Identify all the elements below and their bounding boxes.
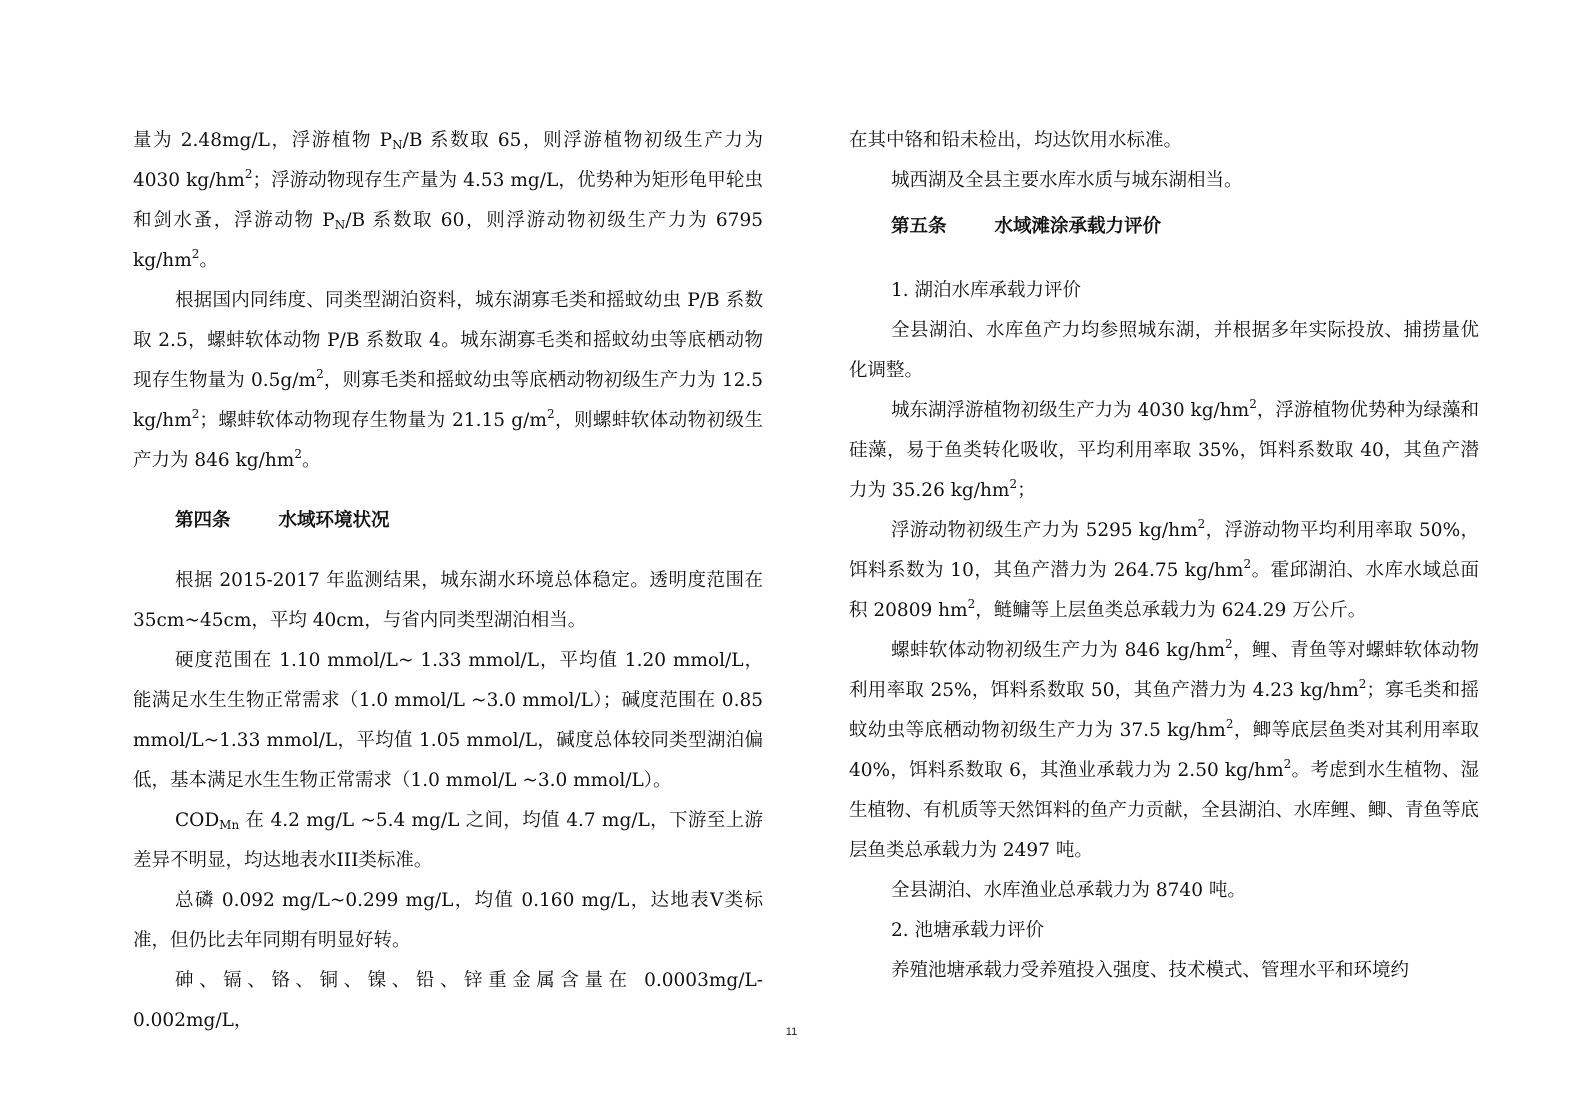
- paragraph-plankton-productivity: 量为 2.48mg/L，浮游植物 $P_N/B$ 系数取 65，则浮游植物初级生产力为 4030 $kg/hm^2$；浮游动物现存生产量为 4.53 mg/L，优势种为矩形龟甲轮虫和剑水蚤，浮游动物 $P_N/B$ 系数取 60，则浮游动物初级生产力为 6795 $kg/hm^2$。: [133, 130, 763, 271]
- section-number: 第五条: [891, 216, 947, 237]
- paragraph-chengxi-lake: 城西湖及全县主要水库水质与城东湖相当。: [891, 170, 1243, 191]
- paragraph-heavy-metals: 砷、镉、铬、铜、镍、铅、锌重金属含量在 0.0003mg/L- 0.002mg/L，: [133, 970, 763, 1031]
- section-number: 第四条: [175, 510, 231, 531]
- paragraph-hardness-alkalinity: 硬度范围在 1.10 mmol/L~ 1.33 mmol/L，平均值 1.20 mmol/L，能满足水生生物正常需求（1.0 mmol/L ~3.0 mmol/L）；碱度范围在 0.85 mmol/L~1.33 mmol/L，平均值 1.05 mmol/L，碱度总体较同类型湖泊偏低，基本满足水生生物正常需求（1.0 mmol/L ~3.0 mmol/L）。: [133, 650, 763, 791]
- left-column: [133, 121, 763, 1041]
- paragraph-total-capacity: 全县湖泊、水库渔业总承载力为 8740 吨。: [891, 880, 1246, 901]
- subheading-pond: 2. 池塘承载力评价: [891, 920, 1045, 941]
- paragraph-mollusc-benthic: 螺蚌软体动物初级生产力为 846 $kg/hm^2$，鲤、青鱼等对螺蚌软体动物利用率取 25%，饵料系数取 50，其鱼产潜力为 4.23 $kg/hm^2$；寡毛类和摇蚊幼虫等底栖动物初级生产力为 37.5 $kg/hm^2$，鲫等底层鱼类对其利用率取 40%，饵料系数取 6，其渔业承载力为 2.50 $kg/hm^2$。考虑到水生植物、湿生植物、有机质等天然饵料的鱼产力贡献，全县湖泊、水库鲤、鲫、青鱼等底层鱼类总承载力为 2497 吨。: [849, 637, 1479, 861]
- paragraph-transparency: 根据 2015-2017 年监测结果，城东湖水环境总体稳定。透明度范围在 35cm~45cm，平均 40cm，与省内同类型湖泊相当。: [133, 570, 763, 631]
- section-title: 水域环境状况: [278, 510, 390, 531]
- subheading-lake-reservoir: 1. 湖泊水库承载力评价: [891, 280, 1082, 301]
- paragraph-pond-capacity: 养殖池塘承载力受养殖投入强度、技术模式、管理水平和环境约: [891, 960, 1410, 981]
- page-number: 11: [785, 1026, 798, 1038]
- section-heading-5: [849, 207, 1479, 247]
- paragraph-cod: $COD_{Mn}$ 在 4.2 mg/L ~5.4 mg/L 之间，均值 4.7 mg/L，下游至上游差异不明显，均达地表水III类标准。: [133, 810, 763, 871]
- paragraph-zooplankton: 浮游动物初级生产力为 5295 $kg/hm^2$，浮游动物平均利用率取 50%，饵料系数为 10，其鱼产潜力为 264.75 $kg/hm^2$。霍邱湖泊、水库水域总面积 20809 $hm^2$，鲢鳙等上层鱼类总承载力为 624.29 万公斤。: [849, 517, 1479, 621]
- paragraph-benthic-productivity: 根据国内同纬度、同类型湖泊资料，城东湖寡毛类和摇蚊幼虫 P/B 系数取 2.5，螺蚌软体动物 P/B 系数取 4。城东湖寡毛类和摇蚊幼虫等底栖动物现存生物量为 $0.5g/m^2$，则寡毛类和摇蚊幼虫等底栖动物初级生产力为 12.5 $kg/hm^2$；螺蚌软体动物现存生物量为 21.15 $g/m^2$，则螺蚌软体动物初级生产力为 846 $kg/hm^2$。: [133, 290, 764, 471]
- paragraph-continued: 在其中铬和铅未检出，均达饮用水标准。: [849, 130, 1183, 151]
- section-heading-4: [133, 501, 763, 541]
- paragraph-fish-productivity: 全县湖泊、水库鱼产力均参照城东湖，并根据多年实际投放、捕捞量优化调整。: [849, 320, 1479, 381]
- right-column: [849, 121, 1479, 991]
- paragraph-phosphorus: 总磷 0.092 mg/L~0.299 mg/L，均值 0.160 mg/L，达地表V类标准，但仍比去年同期有明显好转。: [133, 890, 763, 951]
- section-title: 水域滩涂承载力评价: [994, 216, 1162, 237]
- paragraph-phytoplankton: 城东湖浮游植物初级生产力为 4030 $kg/hm^2$，浮游植物优势种为绿藻和硅藻，易于鱼类转化吸收，平均利用率取 35%，饵料系数取 40，其鱼产潜力为 35.26 $kg/hm^2$；: [849, 397, 1479, 501]
